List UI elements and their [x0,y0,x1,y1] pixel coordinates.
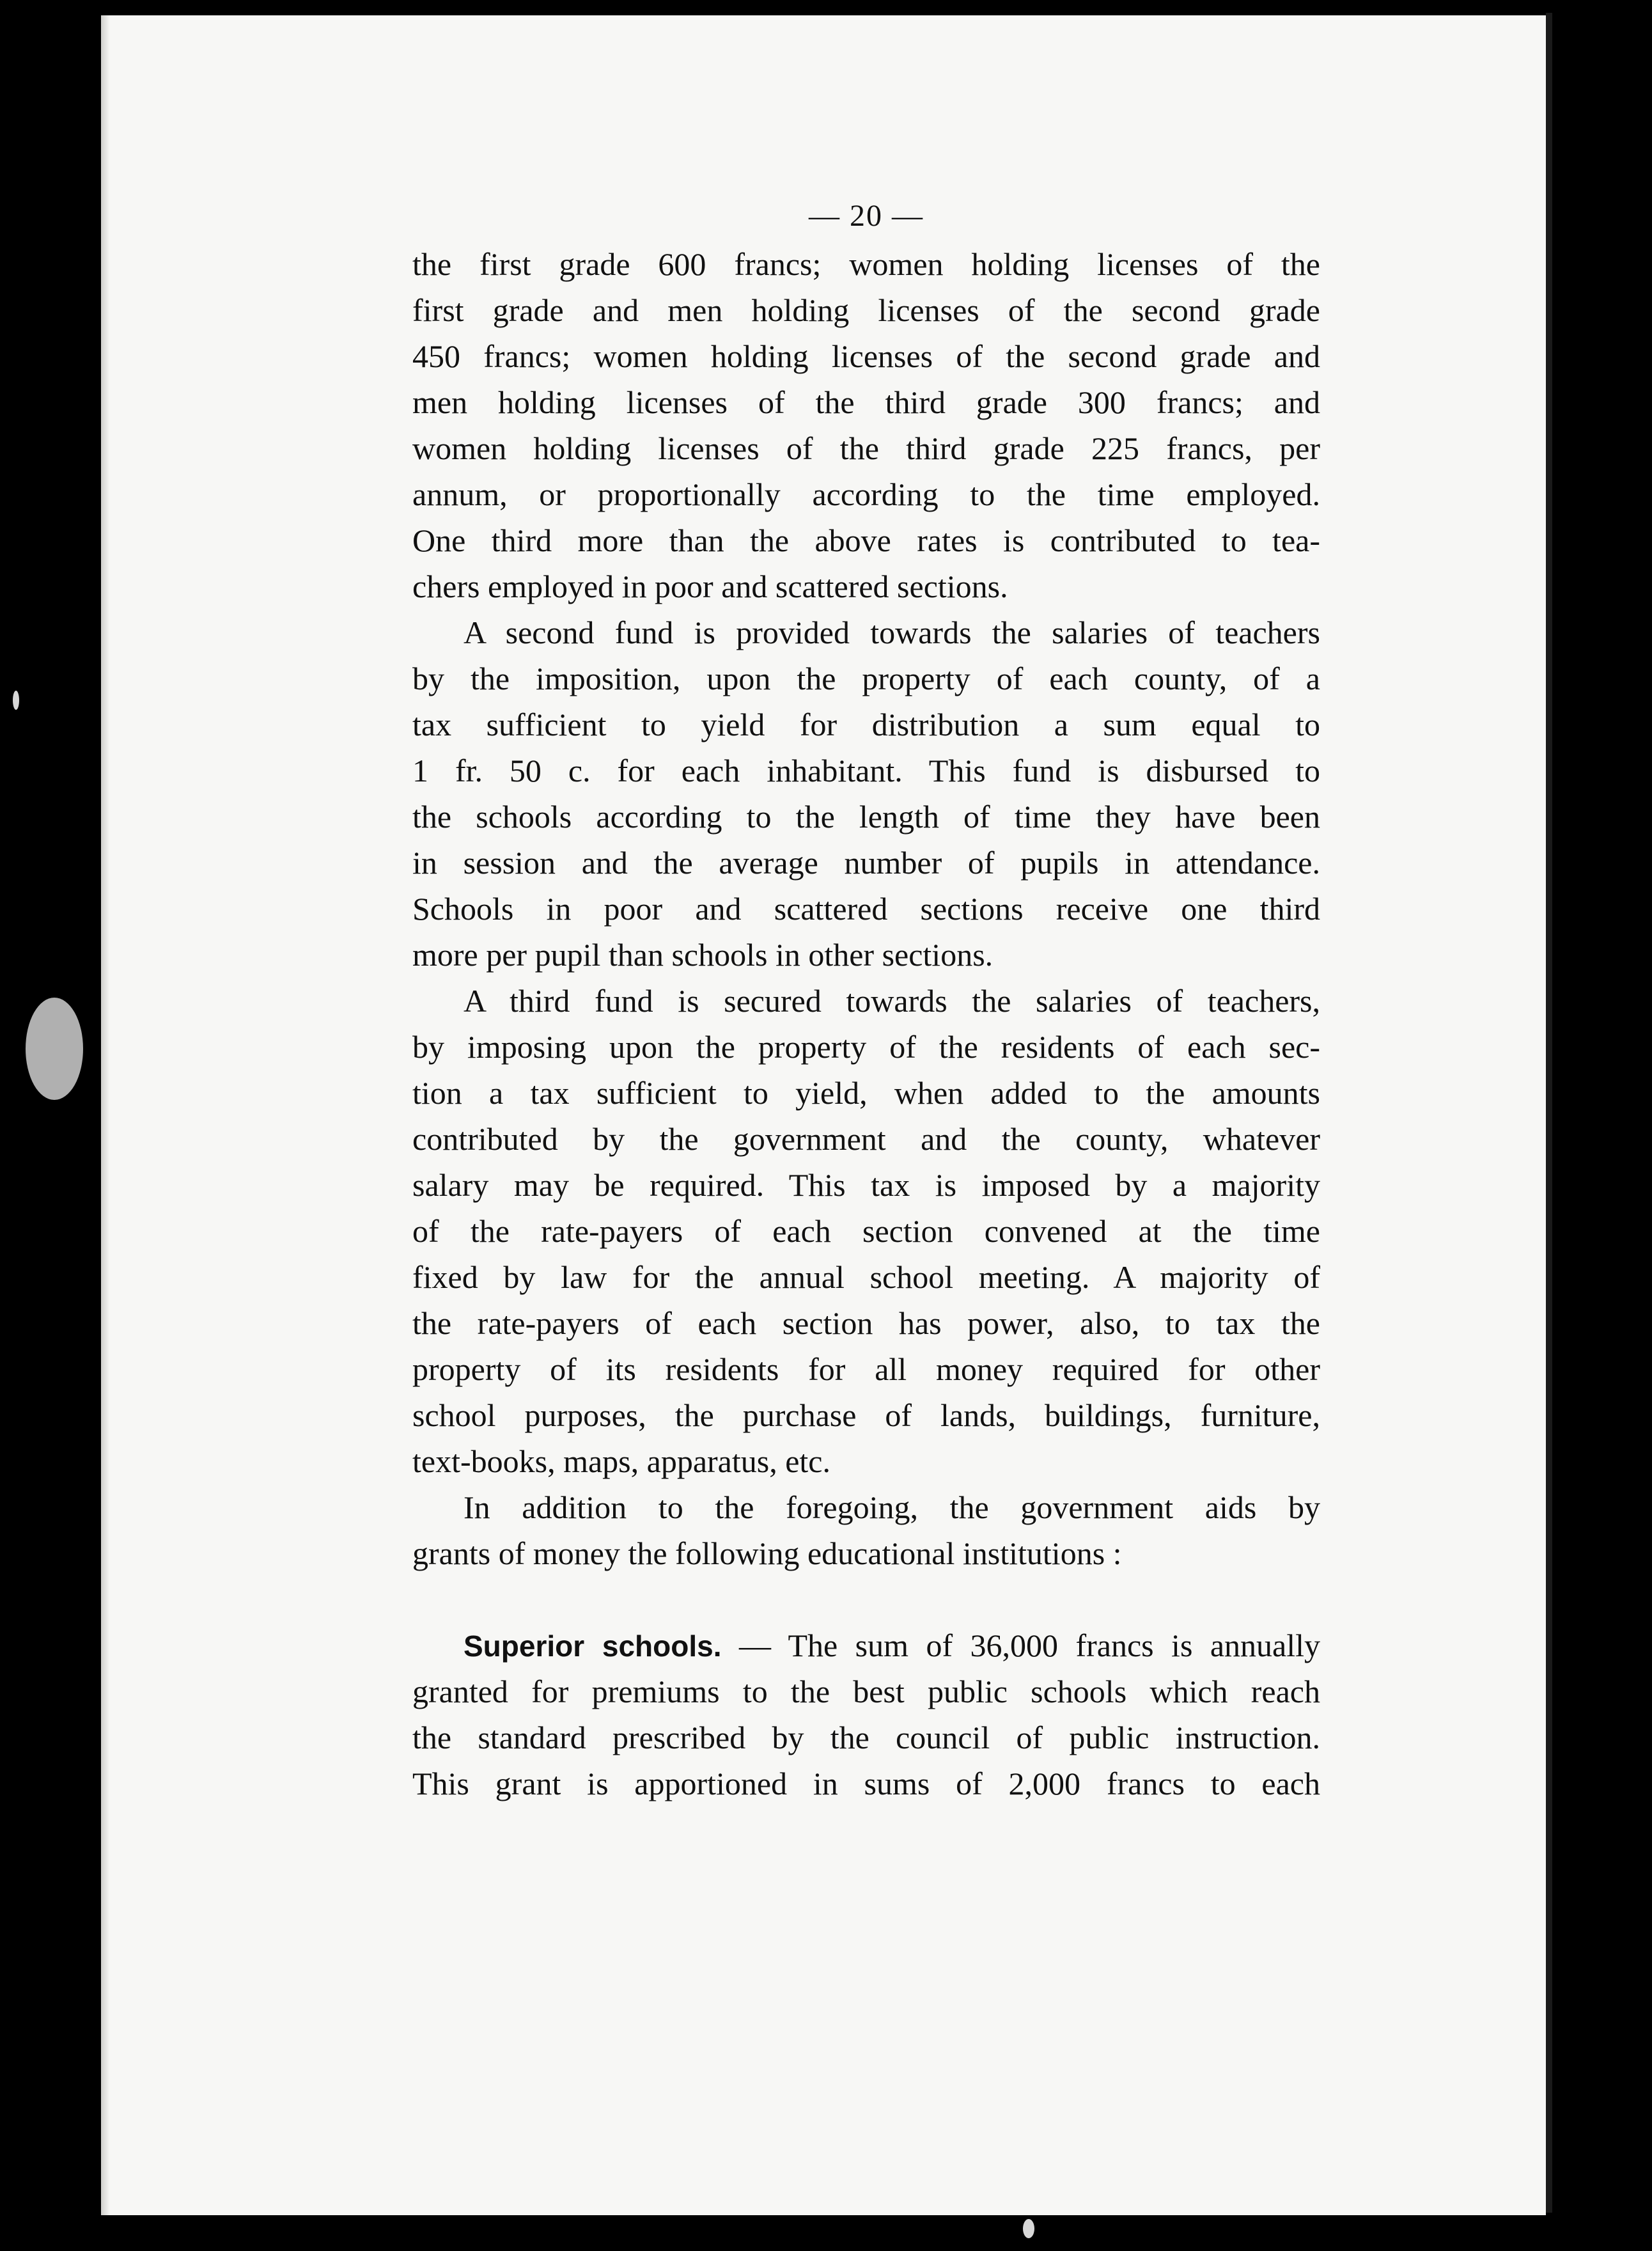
scan-speck [13,691,19,710]
text-line: of the rate-payers of each section convened at the time [412,1213,1320,1249]
text-line: by the imposition, upon the property of each county, of a [412,661,1320,696]
text-line: 1 fr. 50 c. for each inhabitant. This fund is disbursed to [412,753,1320,788]
text-line: annum, or proportionally according to the time employed. [412,476,1320,512]
text-line: school purposes, the purchase of lands, buildings, furniture, [412,1397,1320,1433]
text-line: the rate-payers of each section has power, also, to tax the [412,1305,1320,1341]
text-line: text-books, maps, apparatus, etc. [412,1443,830,1479]
text-line: granted for premiums to the best public schools which reach [412,1674,1320,1709]
paragraph [412,1484,1320,1576]
text-line: 450 francs; women holding licenses of the second grade and [412,338,1320,374]
paragraph [412,241,1320,609]
text-line: fixed by law for the annual school meeting. A majority of [412,1259,1320,1295]
paragraphs [412,241,1320,1576]
scan-gutter [1552,0,1652,2251]
section-heading: Superior schools. [464,1629,722,1663]
section-gap [412,1576,1320,1622]
text-line: in session and the average number of pupils in attendance. [412,845,1320,881]
text-line: men holding licenses of the third grade 300 francs; and [412,384,1320,420]
text-line: chers employed in poor and scattered sections. [412,569,1008,604]
text-line: the first grade 600 francs; women holding licenses of the [412,246,1320,282]
text-line: more per pupil than schools in other sections. [412,937,994,973]
scan-speck [1023,2219,1034,2238]
text-line: In addition to the foregoing, the government aids by [464,1489,1320,1525]
superior-schools-lines [412,1668,1320,1807]
page-text [412,198,1320,1807]
text-line: by imposing upon the property of the residents of each sec- [412,1029,1320,1065]
text-line: tax sufficient to yield for distribution a sum equal to [412,707,1320,742]
text-line: property of its residents for all money required for other [412,1351,1320,1387]
page-right-edge [1546,13,1552,2213]
page-fold-shadow [101,15,110,2215]
scan-speck [26,998,83,1100]
text-line: One third more than the above rates is contributed to tea- [412,522,1320,558]
text-line: first grade and men holding licenses of the second grade [412,292,1320,328]
text-line: A second fund is provided towards the salaries of teachers [464,615,1320,650]
text-line: salary may be required. This tax is imposed by a majority [412,1167,1320,1203]
superior-schools-paragraph [412,1622,1320,1807]
paragraph [412,978,1320,1484]
text-line: A third fund is secured towards the salaries of teachers, [464,983,1320,1019]
text-line: grants of money the following educational institutions : [412,1535,1122,1571]
text-line: This grant is apportioned in sums of 2,000 francs to each [412,1766,1320,1801]
superior-schools-line-text: — The sum of 36,000 francs is annually [738,1627,1320,1663]
text-line: the standard prescribed by the council of public instruction. [412,1720,1320,1755]
page-number: — 20 — [809,199,924,233]
paragraph [412,609,1320,978]
text-line: tion a tax sufficient to yield, when added to the amounts [412,1075,1320,1111]
text-line: women holding licenses of the third grade 225 francs, per [412,430,1320,466]
text-line: contributed by the government and the county, whatever [412,1121,1320,1157]
superior-schools-first-line [412,1622,1320,1668]
text-line: Schools in poor and scattered sections receive one third [412,891,1320,927]
text-line: the schools according to the length of time they have been [412,799,1320,835]
